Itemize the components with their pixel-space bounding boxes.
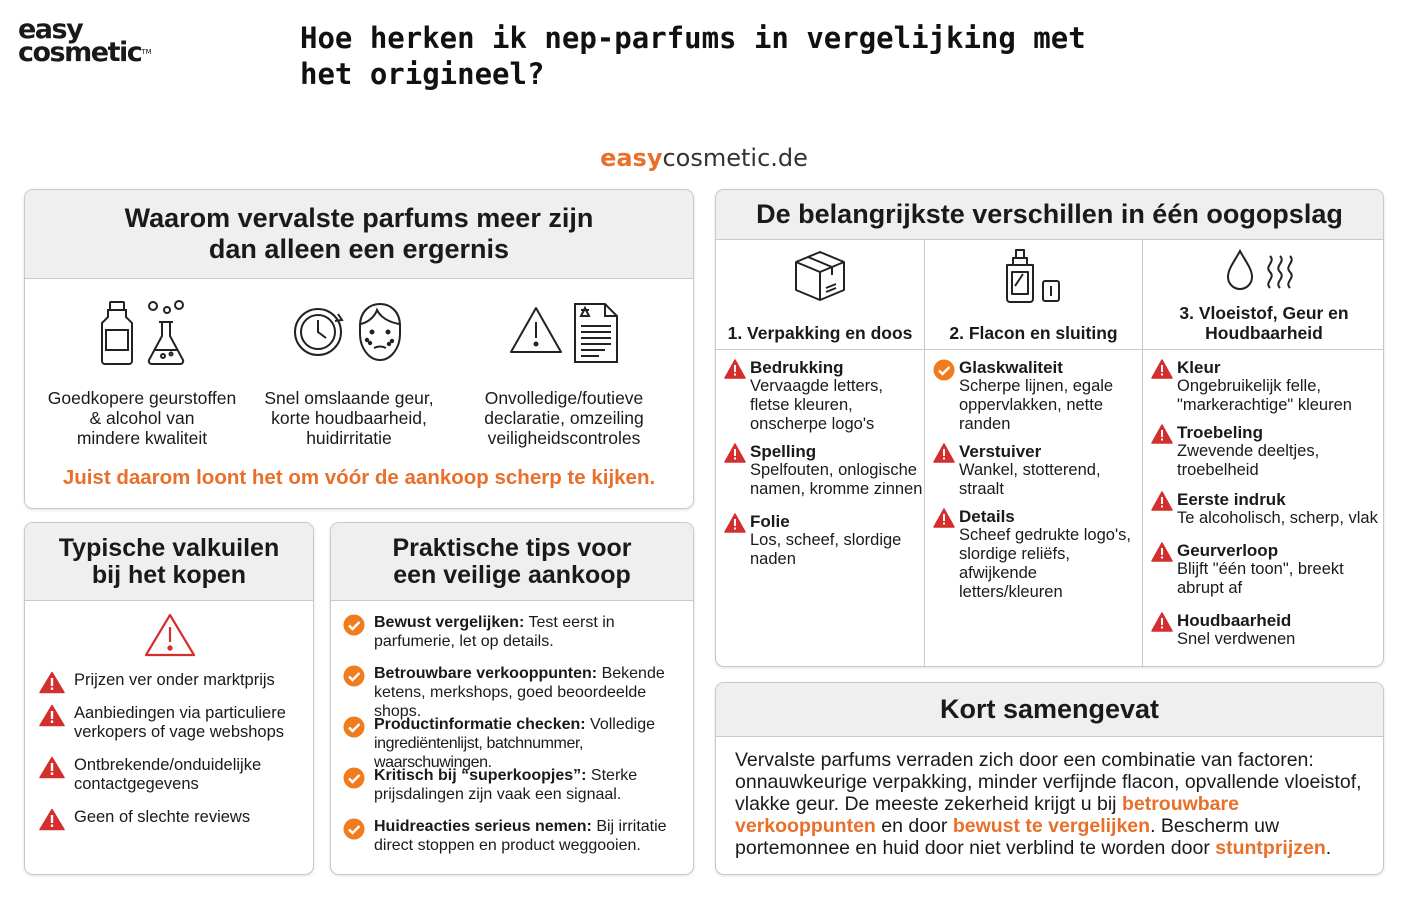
- tip-item: [343, 664, 689, 721]
- tip-line: prijsdalingen zijn vaak een signaal.: [374, 786, 622, 803]
- tip-item: [343, 715, 689, 772]
- warning-icon: [1151, 424, 1173, 449]
- diff-item-title: Glaskwaliteit: [959, 358, 1063, 377]
- why-col-2-l2: korte houdbaarheid,: [271, 408, 427, 428]
- diff-item-title: Details: [959, 507, 1015, 526]
- differences-panel: [715, 189, 1384, 667]
- why-col-1-l1: Goedkopere geurstoffen: [47, 388, 237, 408]
- why-title-line1: Waarom vervalste parfums meer zijn: [124, 203, 594, 233]
- face-irritation-icon: [352, 300, 408, 366]
- diff-item-line: Snel verdwenen: [1177, 630, 1296, 648]
- why-col-2: [244, 300, 454, 448]
- summary-text: [735, 749, 1369, 859]
- diff-item: [1143, 423, 1384, 480]
- diff-col-packaging: [716, 240, 924, 666]
- diff-item: [925, 507, 1142, 602]
- tip-line: parfumerie, let op details.: [374, 633, 554, 650]
- diff-item-title: Kleur: [1177, 358, 1221, 377]
- diff-item: [1143, 541, 1384, 598]
- diff-item-line: letters/kleuren: [959, 583, 1063, 601]
- pitfall-item: [39, 671, 307, 690]
- diff-item-title: Bedrukking: [750, 358, 844, 377]
- tip-bold: Kritisch bij “superkoopjes”:: [374, 767, 587, 784]
- warning-icon: [724, 443, 746, 468]
- tip-line: Volledige: [585, 716, 655, 733]
- warning-icon: [507, 300, 565, 358]
- diff-item-line: afwijkende: [959, 564, 1037, 582]
- differences-header: De belangrijkste verschillen in één oogopslag: [716, 190, 1383, 240]
- pitfall-line: contactgegevens: [74, 775, 199, 793]
- tip-line: Sterke: [586, 767, 638, 784]
- check-icon: [343, 767, 365, 794]
- summary-highlight: betrouwbare verkooppunten: [735, 793, 1239, 837]
- pitfalls-panel: [24, 522, 314, 875]
- summary-part: . Bescherm uw portemonnee en huid door niet verblind te worden door: [735, 815, 1280, 859]
- diff-item-title: Folie: [750, 512, 790, 531]
- summary-highlight: bewust te vergelijken: [952, 815, 1151, 837]
- diff-item-line: Te alcoholisch, scherp, vlak: [1177, 509, 1378, 527]
- check-icon: [343, 614, 365, 641]
- diff-item-line: Ongebruikelijk felle,: [1177, 377, 1321, 395]
- diff-item-line: oppervlakken, nette: [959, 396, 1104, 414]
- check-icon: [343, 665, 365, 692]
- why-col-1-l3: mindere kwaliteit: [76, 428, 208, 448]
- diff-item: [716, 358, 924, 434]
- why-header: [25, 190, 693, 279]
- tip-bold: Betrouwbare verkooppunten:: [374, 665, 598, 682]
- pitfall-item: [39, 808, 307, 827]
- diff-item: [716, 442, 924, 499]
- diff-col-3-label-l2: Houdbaarheid: [1205, 323, 1323, 343]
- why-title-line2: dan alleen een ergernis: [208, 234, 510, 264]
- why-col-1-l2: & alcohol van: [89, 408, 195, 428]
- box-icon: [792, 248, 848, 304]
- pitfall-item: [39, 704, 307, 742]
- pitfall-line: Geen of slechte reviews: [74, 808, 251, 826]
- warning-icon: [1151, 359, 1173, 384]
- diff-item-line: Wankel, stotterend,: [959, 461, 1101, 479]
- warning-icon: [933, 443, 955, 468]
- diff-item-line: randen: [959, 415, 1011, 433]
- tip-line: Bij irritatie: [591, 818, 667, 835]
- diff-item: [925, 358, 1142, 434]
- pitfall-line: Ontbrekende/onduidelijke: [74, 756, 262, 774]
- page-title: Hoe herken ik nep-parfums in vergelijking met het origineel?: [300, 21, 1086, 91]
- diff-item: [716, 512, 924, 569]
- summary-part: en door: [875, 815, 953, 837]
- why-col-3-l2: declaratie, omzeiling: [484, 408, 644, 428]
- diff-item-title: Troebeling: [1177, 423, 1263, 442]
- why-col-3: [459, 300, 669, 448]
- tip-bold: Bewust vergelijken:: [374, 614, 525, 631]
- diff-col-3-label-l1: 3. Vloeistof, Geur en: [1179, 303, 1349, 323]
- site-accent: easy: [600, 144, 663, 172]
- site-rest: cosmetic.de: [662, 144, 808, 172]
- diff-item: [1143, 611, 1384, 649]
- diff-item-line: "markerachtige" kleuren: [1177, 396, 1352, 414]
- summary-header: Kort samengevat: [716, 683, 1383, 737]
- tip-line: ingrediëntenlijst, batchnummer, waarschuwingen.: [374, 735, 584, 771]
- brand-line2: cosmetic: [18, 37, 142, 68]
- pitfalls-header: [25, 523, 313, 601]
- warning-icon: [933, 508, 955, 533]
- tip-bold: Huidreacties serieus nemen:: [374, 818, 592, 835]
- diff-item-line: Blijft "één toon", breekt: [1177, 560, 1344, 578]
- why-col-3-l3: veiligheidscontroles: [487, 428, 641, 448]
- tips-panel: [330, 522, 694, 875]
- tips-title-line1: Praktische tips voor: [392, 533, 632, 562]
- warning-icon: [1151, 542, 1173, 567]
- why-col-1: [37, 300, 247, 448]
- summary-part: .: [1325, 837, 1332, 859]
- why-col-2-l3: huidirritatie: [306, 428, 392, 448]
- tip-item: [343, 613, 689, 651]
- diff-item-line: Spelfouten, onlogische: [750, 461, 917, 479]
- brand-tm: TM: [141, 48, 152, 56]
- pitfalls-title-line2: bij het kopen: [91, 560, 247, 589]
- site-name: [0, 144, 1408, 172]
- why-footer: Juist daarom loont het om vóór de aankoop scherp te kijken.: [62, 466, 656, 489]
- diff-item-title: Geurverloop: [1177, 541, 1279, 560]
- flask-icon: [143, 300, 187, 366]
- pitfall-line: Aanbiedingen via particuliere: [74, 704, 286, 722]
- diff-col-2-label: 2. Flacon en sluiting: [949, 323, 1118, 343]
- pitfall-line: verkopers of vage webshops: [74, 723, 285, 741]
- diff-item-line: slordige reliëfs,: [959, 545, 1070, 563]
- drop-scent-icon: [1224, 248, 1304, 294]
- tip-item: [343, 766, 689, 804]
- summary-part: Vervalste parfums verraden zich door een combinatie van factoren: onnauwkeurige verpakking, minder verfijnde flacon, opvallende vloeistof, vlakke geur. De meeste zekerheid krijgt u bij: [735, 749, 1362, 815]
- pitfall-item: [39, 756, 307, 794]
- warning-icon: [39, 704, 65, 732]
- diff-item-line: fletse kleuren,: [750, 396, 853, 414]
- diff-item-line: onscherpe logo's: [750, 415, 875, 433]
- diff-item: [925, 442, 1142, 499]
- tips-header: [331, 523, 693, 601]
- tip-item: [343, 817, 689, 855]
- summary-highlight: stuntprijzen: [1215, 837, 1326, 859]
- diff-item-line: Scheef gedrukte logo's,: [959, 526, 1131, 544]
- diff-col-liquid: [1142, 240, 1384, 666]
- warning-icon: [724, 359, 746, 384]
- diff-item-line: Scherpe lijnen, egale: [959, 377, 1114, 395]
- warning-outline-icon: [144, 612, 196, 658]
- check-icon: [343, 716, 365, 743]
- perfume-bottle-icon: [1001, 248, 1067, 304]
- warning-icon: [1151, 491, 1173, 516]
- tip-line: Test eerst in: [524, 614, 615, 631]
- brand-logo: [18, 14, 152, 68]
- diff-item-title: Eerste indruk: [1177, 490, 1286, 509]
- diff-item: [1143, 358, 1384, 415]
- warning-icon: [39, 808, 65, 836]
- diff-item-line: abrupt af: [1177, 579, 1243, 597]
- diff-item-line: Zwevende deeltjes,: [1177, 442, 1320, 460]
- brand-line1: easy: [18, 14, 83, 45]
- diff-item-title: Verstuiver: [959, 442, 1042, 461]
- diff-item-line: Los, scheef, slordige: [750, 531, 902, 549]
- tip-bold: Productinformatie checken:: [374, 716, 586, 733]
- tip-line: Bekende: [597, 665, 665, 682]
- warning-icon: [39, 671, 65, 699]
- diff-item-line: troebelheid: [1177, 461, 1259, 479]
- document-icon: [571, 300, 621, 366]
- warning-icon: [724, 513, 746, 538]
- why-panel: [24, 189, 694, 509]
- pitfalls-title-line1: Typische valkuilen: [58, 533, 280, 562]
- check-icon: [343, 818, 365, 845]
- diff-item-line: straalt: [959, 480, 1004, 498]
- diff-item-title: Houdbaarheid: [1177, 611, 1292, 630]
- diff-item-line: Vervaagde letters,: [750, 377, 883, 395]
- diff-item: [1143, 490, 1384, 528]
- diff-col-1-label: 1. Verpakking en doos: [727, 323, 913, 343]
- tip-line: direct stoppen en product weggooien.: [374, 837, 641, 854]
- why-col-2-l1: Snel omslaande geur,: [264, 388, 434, 408]
- summary-panel: [715, 682, 1384, 875]
- diff-col-bottle: [924, 240, 1142, 666]
- warning-icon: [39, 756, 65, 784]
- diff-item-line: namen, kromme zinnen: [750, 480, 923, 498]
- why-col-3-l1: Onvolledige/foutieve: [484, 388, 644, 408]
- check-icon: [933, 359, 955, 386]
- diff-item-title: Spelling: [750, 442, 817, 461]
- warning-icon: [1151, 612, 1173, 637]
- clock-icon: [290, 300, 346, 360]
- pitfall-line: Prijzen ver onder marktprijs: [74, 671, 275, 689]
- tip-line: ketens, merkshops, goed beoordeelde shops.: [374, 684, 647, 720]
- bottle-icon: [97, 300, 137, 366]
- diff-item-line: naden: [750, 550, 796, 568]
- tips-title-line2: een veilige aankoop: [393, 560, 631, 589]
